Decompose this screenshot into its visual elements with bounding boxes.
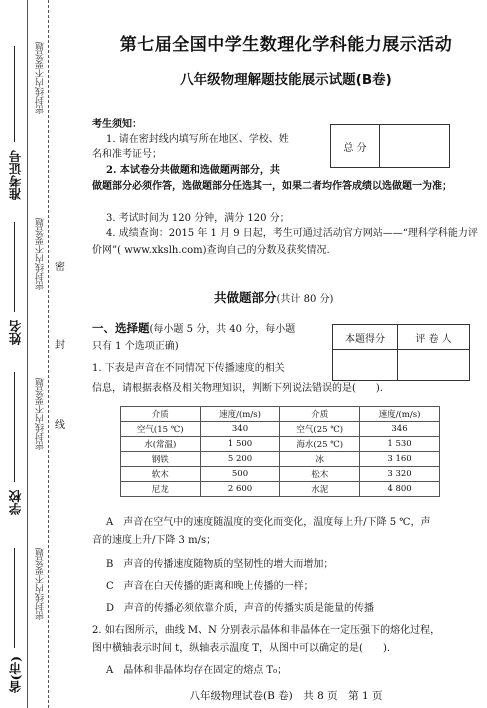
notice-item-3: 3. 考试时间为 120 分钟，满分 120 分； (106, 213, 290, 224)
notice-item-2b: 做题部分必须作答，选做题部分任选其一，如果二者均作答成绩以选做题一为准； (92, 181, 452, 192)
table-cell: 4 800 (360, 482, 440, 497)
table-cell: 软木 (121, 467, 201, 482)
table-row (121, 452, 440, 467)
section-title-note: (共计 80 分) (276, 294, 334, 305)
seal-warning-4: 密封线内不要答题 (36, 548, 46, 620)
table-row (121, 467, 440, 482)
table-header: 介质 (121, 407, 201, 422)
seal-line-outer (27, 0, 28, 708)
q1-option-a2: 音的速度上升/下降 3 m/s； (92, 535, 217, 546)
q1-stem: 1. 下表是声音在不同情况下传播速度的相关 (92, 363, 285, 374)
name-label: 姓名 (8, 320, 23, 345)
q1-option-b: B 声音的传播速度随物质的坚韧性的增大而增加； (106, 559, 334, 570)
table-cell: 钢铁 (121, 452, 201, 467)
exam-title: 第七届全国中学生数理化学科能力展示活动 (119, 35, 453, 55)
seal-char-xian: 线 (55, 420, 65, 431)
kaohao-field[interactable] (14, 46, 15, 142)
province-field[interactable] (14, 548, 15, 648)
table-cell: 水泥 (280, 482, 360, 497)
table-cell: 松木 (280, 467, 360, 482)
binding-margin (0, 0, 82, 708)
question-score-box (332, 324, 470, 381)
table-cell: 冰 (280, 452, 360, 467)
notice-item-1b: 名和准考证号； (92, 149, 162, 160)
table-cell: 1 500 (200, 437, 280, 452)
table-cell: 500 (200, 467, 280, 482)
exam-subtitle: 八年级物理解题技能展示试题(B卷) (180, 72, 392, 88)
kaohao-label: 准考证号 (8, 150, 23, 200)
q2-stem: 2. 如右图所示，曲线 M、N 分别表示晶体和非晶体在一定压强下的熔化过程， (92, 625, 441, 636)
q1-option-c: C 声音在白天传播的距离和晚上传播的一样； (106, 581, 314, 592)
table-row (121, 422, 440, 437)
table-cell: 空气(15 ℃) (121, 422, 201, 437)
table-header: 速度/(m/s) (360, 407, 440, 422)
table-header: 速度/(m/s) (200, 407, 280, 422)
sound-speed-table (120, 406, 440, 497)
province-label: 省(市) (8, 656, 23, 693)
total-score-box (330, 124, 450, 168)
school-field[interactable] (14, 372, 15, 482)
table-row (121, 437, 440, 452)
table-cell: 2 600 (200, 482, 280, 497)
section-title-text: 共做题部分 (214, 290, 277, 305)
q2-stem2: 图中横轴表示时间 t，纵轴表示温度 T，从图中可以确定的是( ). (92, 643, 391, 654)
seal-char-mi: 密 (55, 262, 65, 273)
q-section1-heading-line (92, 320, 295, 338)
q-section1-desc: (每小题 5 分，共 40 分，每小题 (149, 324, 296, 335)
q1-option-d: D 声音的传播必须依靠介质，声音的传播实质是能量的传播 (106, 603, 375, 614)
notice-item-1: 1. 请在密封线内填写所在地区、学校、姓 (106, 134, 289, 145)
table-row (121, 482, 440, 497)
notice-item-2: 2. 本试卷分共做题和选做题两部分，共 (106, 165, 280, 176)
q2-option-a: A 晶体和非晶体均存在固定的熔点 T₀； (106, 665, 288, 676)
seal-warning-1: 密封线内不要答题 (36, 42, 46, 114)
total-score-cell[interactable] (380, 125, 450, 168)
q1-stem2: 信息，请根据表格及相关物理知识，判断下列说法错误的是( ). (92, 383, 383, 394)
table-cell: 346 (360, 422, 440, 437)
page-footer: 八年级物理试卷(B 卷) 共 8 页 第 1 页 (189, 690, 383, 702)
seal-warning-3: 密封线内不要答题 (36, 378, 46, 450)
section-title (214, 288, 333, 306)
total-score-label: 总 分 (331, 125, 380, 168)
q-section1-heading: 一、选择题 (92, 321, 150, 335)
score-box-grader-cell[interactable] (398, 350, 470, 381)
table-cell: 1 530 (360, 437, 440, 452)
table-cell: 3 160 (360, 452, 440, 467)
table-cell: 340 (200, 422, 280, 437)
table-cell: 空气(25 ℃) (280, 422, 360, 437)
notice-item-4: 4. 成绩查询：2015 年 1 月 9 日起，考生可通过活动官方网站——“理科学科能力评价网”( www.xkslh.com)查询自己的分数及获奖情况. (92, 228, 478, 256)
seal-line-inner (48, 0, 49, 708)
table-cell: 尼龙 (121, 482, 201, 497)
notice-heading: 考生须知： (92, 119, 142, 130)
table-cell: 5 200 (200, 452, 280, 467)
table-header: 介质 (280, 407, 360, 422)
table-cell: 3 320 (360, 467, 440, 482)
score-box-col2: 评 卷 人 (398, 325, 470, 350)
name-field[interactable] (14, 222, 15, 312)
seal-char-feng: 封 (55, 340, 65, 351)
score-box-score-cell[interactable] (333, 350, 398, 381)
table-cell: 海水(25 ℃) (280, 437, 360, 452)
school-label: 学校 (8, 490, 23, 515)
table-header-row (121, 407, 440, 422)
q1-option-a: A 声音在空气中的速度随温度的变化而变化，温度每上升/下降 5 ℃，声 (106, 517, 431, 528)
seal-warning-2: 密封线内不要答题 (36, 218, 46, 290)
score-box-col1: 本题得分 (333, 325, 398, 350)
table-cell: 水(常温) (121, 437, 201, 452)
q-section1-desc2: 只有 1 个选项正确) (92, 341, 179, 352)
